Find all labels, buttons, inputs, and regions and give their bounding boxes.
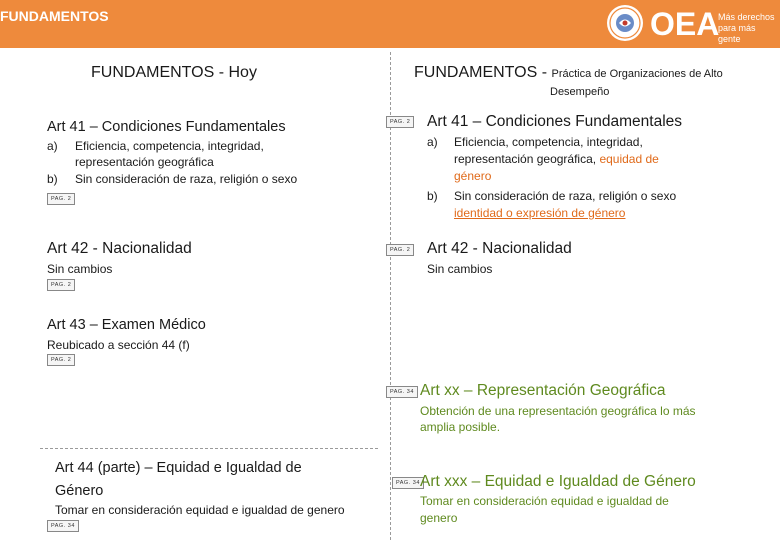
left-art44-heading-line2: Género xyxy=(55,483,104,499)
left-art41-a-line1: Eficiencia, competencia, integridad, xyxy=(75,139,264,153)
right-art41-a-label: a) xyxy=(427,135,438,149)
right-art42-page-badge: PAG. 2 xyxy=(386,244,414,256)
oas-logo-text: OEA xyxy=(650,6,720,42)
left-column-title: FUNDAMENTOS - Hoy xyxy=(91,64,257,81)
right-artxxx-line2: genero xyxy=(420,511,458,525)
right-art41-a-line3-highlight: género xyxy=(454,169,492,183)
left-art41-b-label: b) xyxy=(47,172,58,186)
right-art41-a-line1: Eficiencia, competencia, integridad, xyxy=(454,135,643,149)
left-art41-b-text: Sin consideración de raza, religión o sexo xyxy=(75,172,298,186)
right-column-title xyxy=(414,64,723,82)
left-art43-heading: Art 43 – Examen Médico xyxy=(47,317,206,333)
left-art44-text: Tomar en consideración equidad e igualdad de genero xyxy=(55,503,345,517)
left-art42-text: Sin cambios xyxy=(47,262,113,276)
left-art43-page-badge: PAG. 2 xyxy=(47,354,75,366)
left-art41-a-line2: representación geográfica xyxy=(75,155,214,169)
oas-seal-icon xyxy=(606,4,644,42)
right-artxxx-heading: Art xxx – Equidad e Igualdad de Género xyxy=(420,473,696,490)
right-artxx-heading: Art xx – Representación Geográfica xyxy=(420,382,666,399)
right-art42-heading: Art 42 - Nacionalidad xyxy=(427,240,572,257)
oas-logo-tagline-line2: para más gente xyxy=(718,23,756,44)
left-art42-heading: Art 42 - Nacionalidad xyxy=(47,240,192,257)
right-artxx-page-badge: PAG. 34 xyxy=(386,386,418,398)
right-art41-b-line2-highlight: identidad o expresión de género xyxy=(454,206,626,220)
right-artxxx-page-badge: PAG. 34 xyxy=(392,477,424,489)
header-bar xyxy=(0,0,780,48)
left-art41-heading: Art 41 – Condiciones Fundamentales xyxy=(47,119,286,135)
left-art44-page-badge: PAG. 34 xyxy=(47,520,79,532)
right-artxx-line2: amplia posible. xyxy=(420,420,501,434)
right-column-subtitle-line2: Desempeño xyxy=(550,86,610,98)
oas-logo-tagline-line1: Más derechos xyxy=(718,12,775,22)
right-art41-heading: Art 41 – Condiciones Fundamentales xyxy=(427,113,683,130)
right-art41-b-text: Sin consideración de raza, religión o sexo xyxy=(454,189,677,203)
left-art42-page-badge: PAG. 2 xyxy=(47,279,75,291)
header-title: FUNDAMENTOS xyxy=(0,8,109,24)
right-column-title-main: FUNDAMENTOS xyxy=(414,64,538,81)
left-art41-a-label: a) xyxy=(47,139,58,153)
section-divider xyxy=(40,448,378,449)
right-art41-a-line2-plain: representación geográfica, xyxy=(454,152,597,166)
left-art43-text: Reubicado a sección 44 (f) xyxy=(47,338,190,352)
right-artxxx-line1: Tomar en consideración equidad e igualdad de xyxy=(420,494,669,508)
left-art41-page-badge: PAG. 2 xyxy=(47,193,75,205)
left-art44-heading-line1: Art 44 (parte) – Equidad e Igualdad de xyxy=(55,460,302,476)
right-column-subtitle-line1: Práctica de Organizaciones de Alto xyxy=(551,68,723,80)
right-art42-text: Sin cambios xyxy=(427,262,493,276)
oas-logo-tagline xyxy=(718,12,778,45)
right-column-title-dash: - xyxy=(541,64,548,81)
right-art41-a-line2-highlight: equidad de xyxy=(599,152,659,166)
right-art41-a-line2 xyxy=(454,151,659,167)
right-art41-b-label: b) xyxy=(427,189,438,203)
right-art41-page-badge: PAG. 2 xyxy=(386,116,414,128)
right-artxx-line1: Obtención de una representación geográfica lo más xyxy=(420,404,696,418)
